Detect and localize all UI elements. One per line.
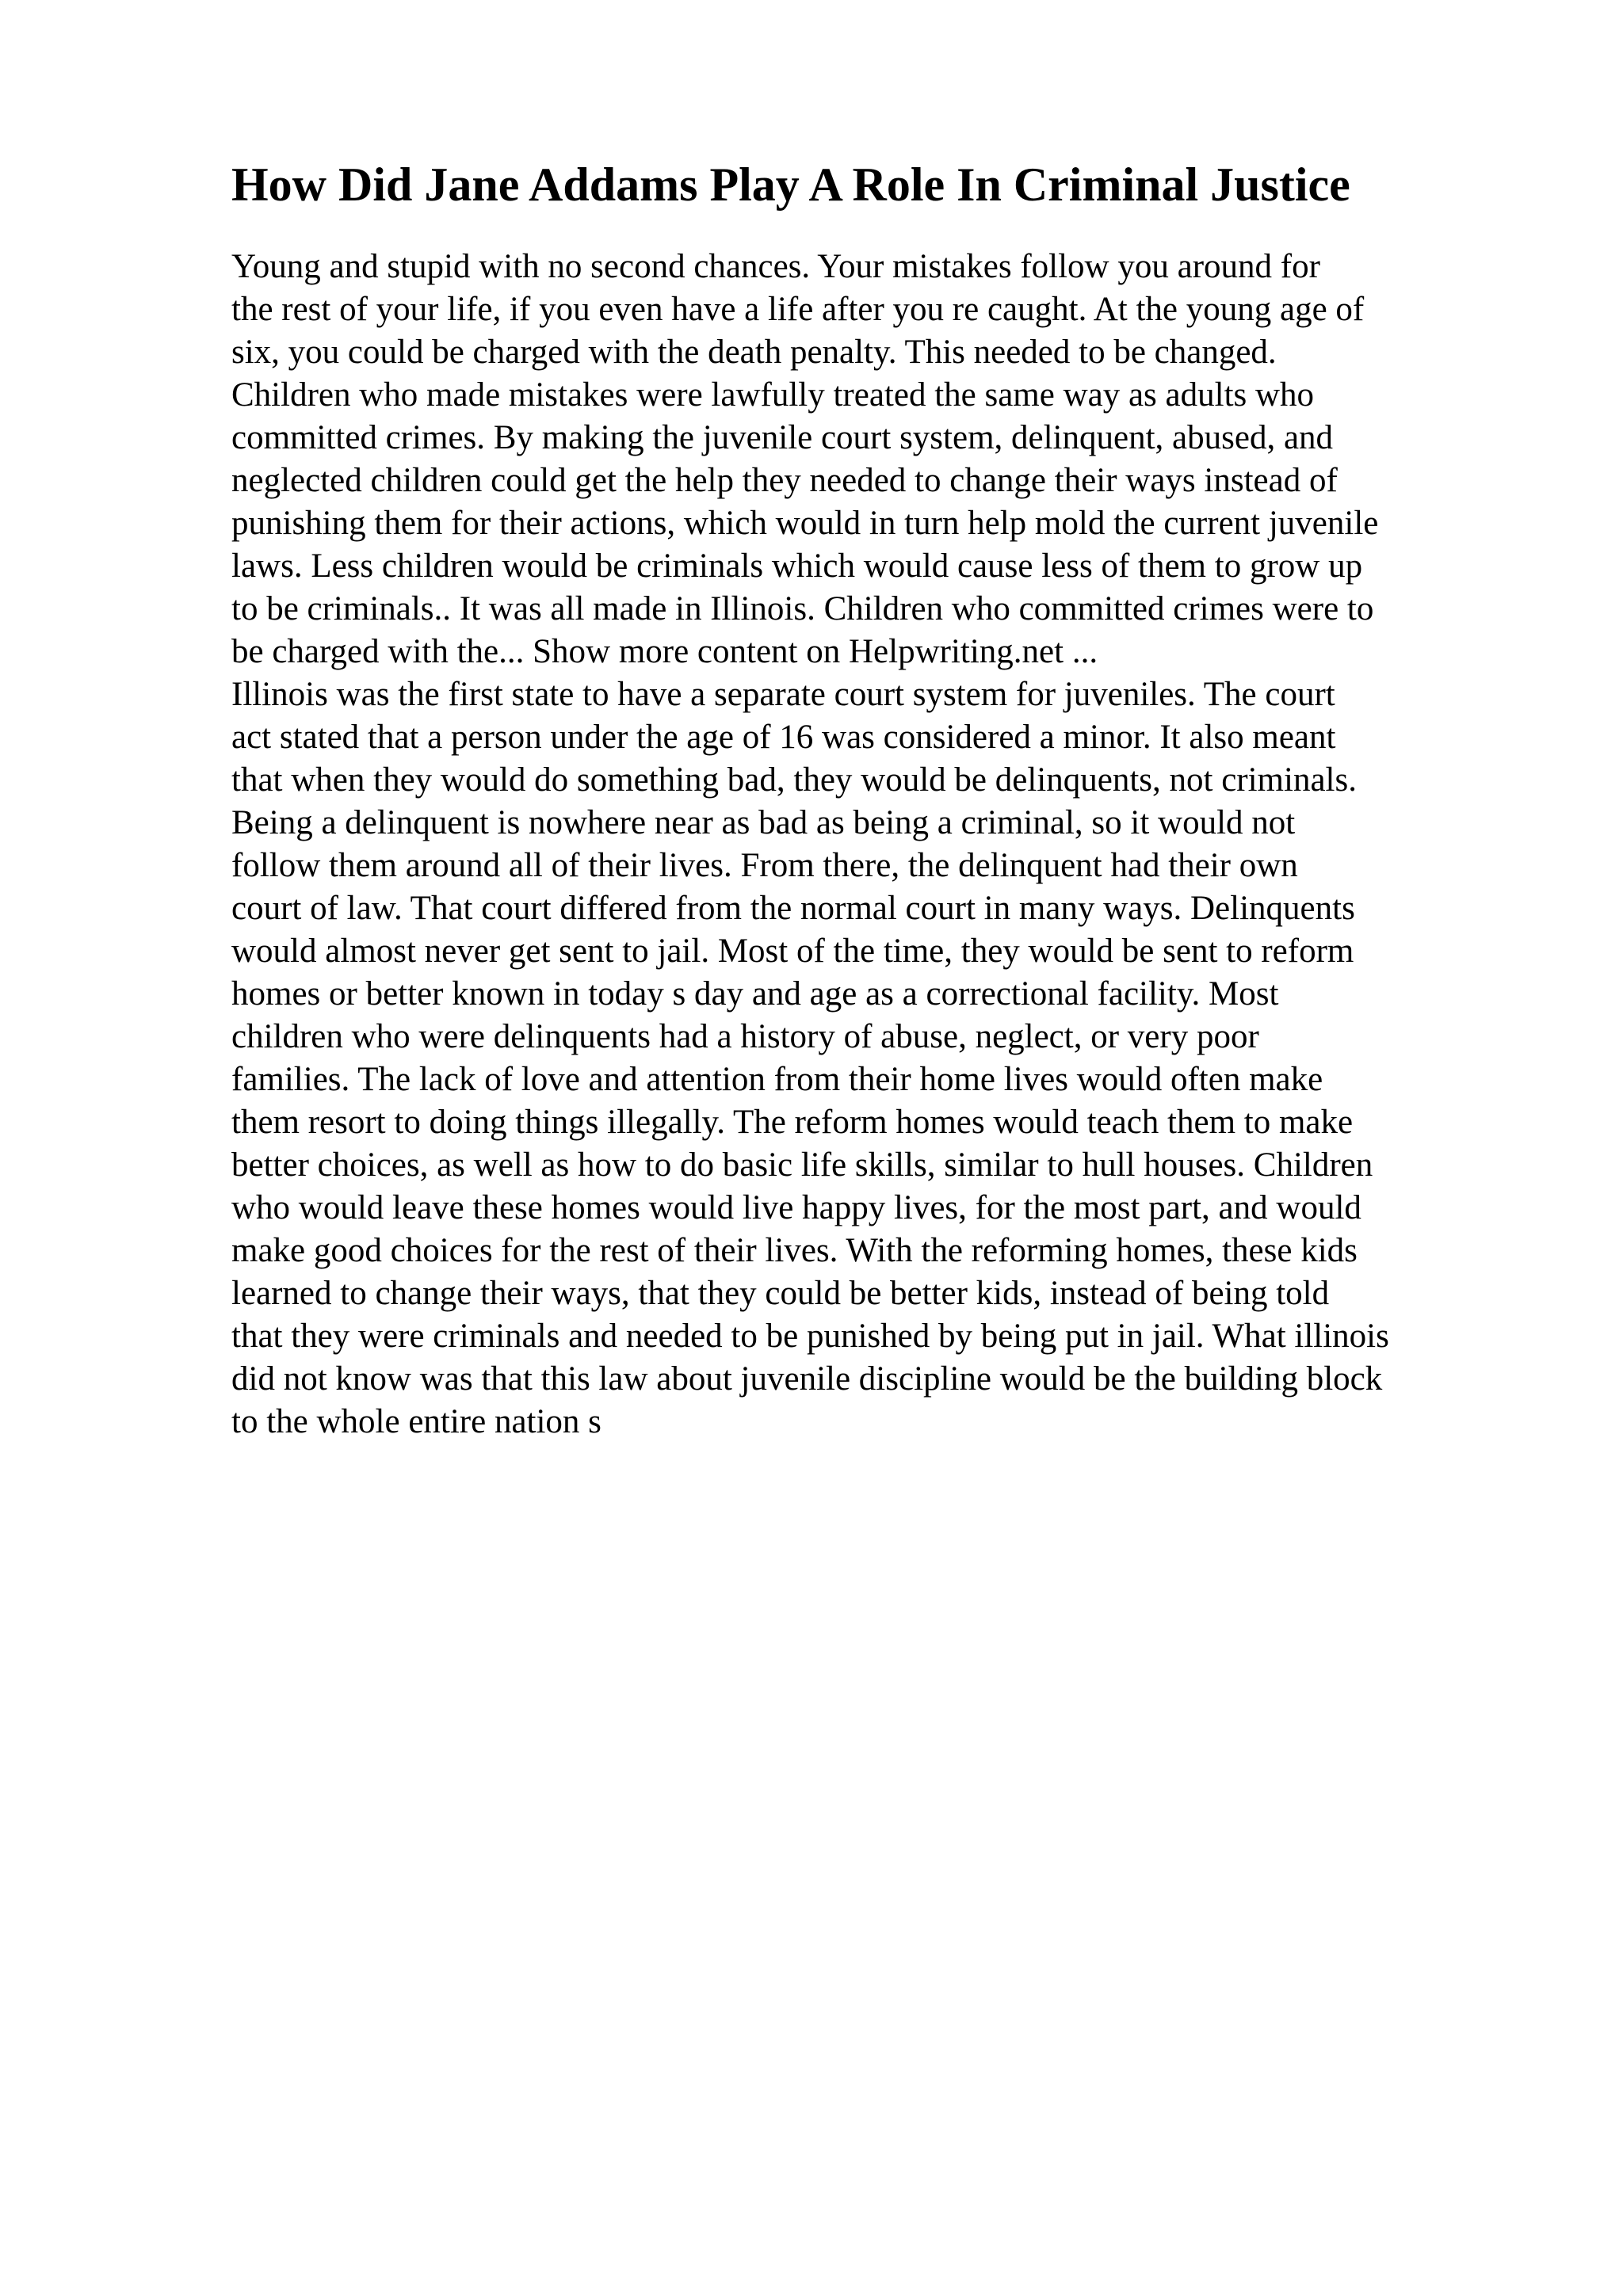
body-line: Young and stupid with no second chances. Your mistakes follow you around for (231, 248, 1320, 285)
body-line: did not know was that this law about juvenile discipline would be the building block (231, 1360, 1383, 1398)
body-line: that they were criminals and needed to be punished by being put in jail. What illinois (231, 1318, 1389, 1355)
body-line: to the whole entire nation s (231, 1403, 601, 1440)
body-line: them resort to doing things illegally. The reform homes would teach them to make (231, 1104, 1354, 1141)
body-line: be charged with the... Show more content on Helpwriting.net ... (231, 633, 1098, 670)
body-line: act stated that a person under the age of 16 was considered a minor. It also meant (231, 719, 1336, 756)
body-line: punishing them for their actions, which would in turn help mold the current juvenile (231, 505, 1379, 542)
body-line: children who were delinquents had a history of abuse, neglect, or very poor (231, 1018, 1259, 1055)
body-line: would almost never get sent to jail. Most of the time, they would be sent to reform (231, 933, 1354, 970)
body-line: make good choices for the rest of their lives. With the reforming homes, these kids (231, 1232, 1358, 1269)
body-line: follow them around all of their lives. From there, the delinquent had their own (231, 847, 1298, 884)
body-line: neglected children could get the help they needed to change their ways instead of (231, 462, 1338, 499)
document-title: How Did Jane Addams Play A Role In Criminal Justice (231, 158, 1350, 211)
body-line: families. The lack of love and attention from their home lives would often make (231, 1061, 1323, 1098)
body-line: laws. Less children would be criminals which would cause less of them to grow up (231, 547, 1363, 585)
body-line: court of law. That court differed from the normal court in many ways. Delinquents (231, 890, 1355, 927)
body-line: six, you could be charged with the death penalty. This needed to be changed. (231, 334, 1277, 371)
body-line: Being a delinquent is nowhere near as bad as being a criminal, so it would not (231, 804, 1296, 841)
body-line: who would leave these homes would live happy lives, for the most part, and would (231, 1189, 1361, 1226)
document-body (231, 246, 1594, 1444)
body-line: better choices, as well as how to do basic life skills, similar to hull houses. Children (231, 1146, 1373, 1184)
body-line: Children who made mistakes were lawfully treated the same way as adults who (231, 376, 1315, 414)
body-line: learned to change their ways, that they could be better kids, instead of being told (231, 1275, 1330, 1312)
body-line: the rest of your life, if you even have a life after you re caught. At the young age of (231, 291, 1365, 328)
body-line: that when they would do something bad, they would be delinquents, not criminals. (231, 761, 1357, 799)
body-line: Illinois was the first state to have a separate court system for juveniles. The court (231, 676, 1335, 713)
body-line: committed crimes. By making the juvenile court system, delinquent, abused, and (231, 419, 1334, 456)
body-line: homes or better known in today s day and age as a correctional facility. Most (231, 975, 1279, 1013)
body-line: to be criminals.. It was all made in Illinois. Children who committed crimes were to (231, 590, 1374, 627)
